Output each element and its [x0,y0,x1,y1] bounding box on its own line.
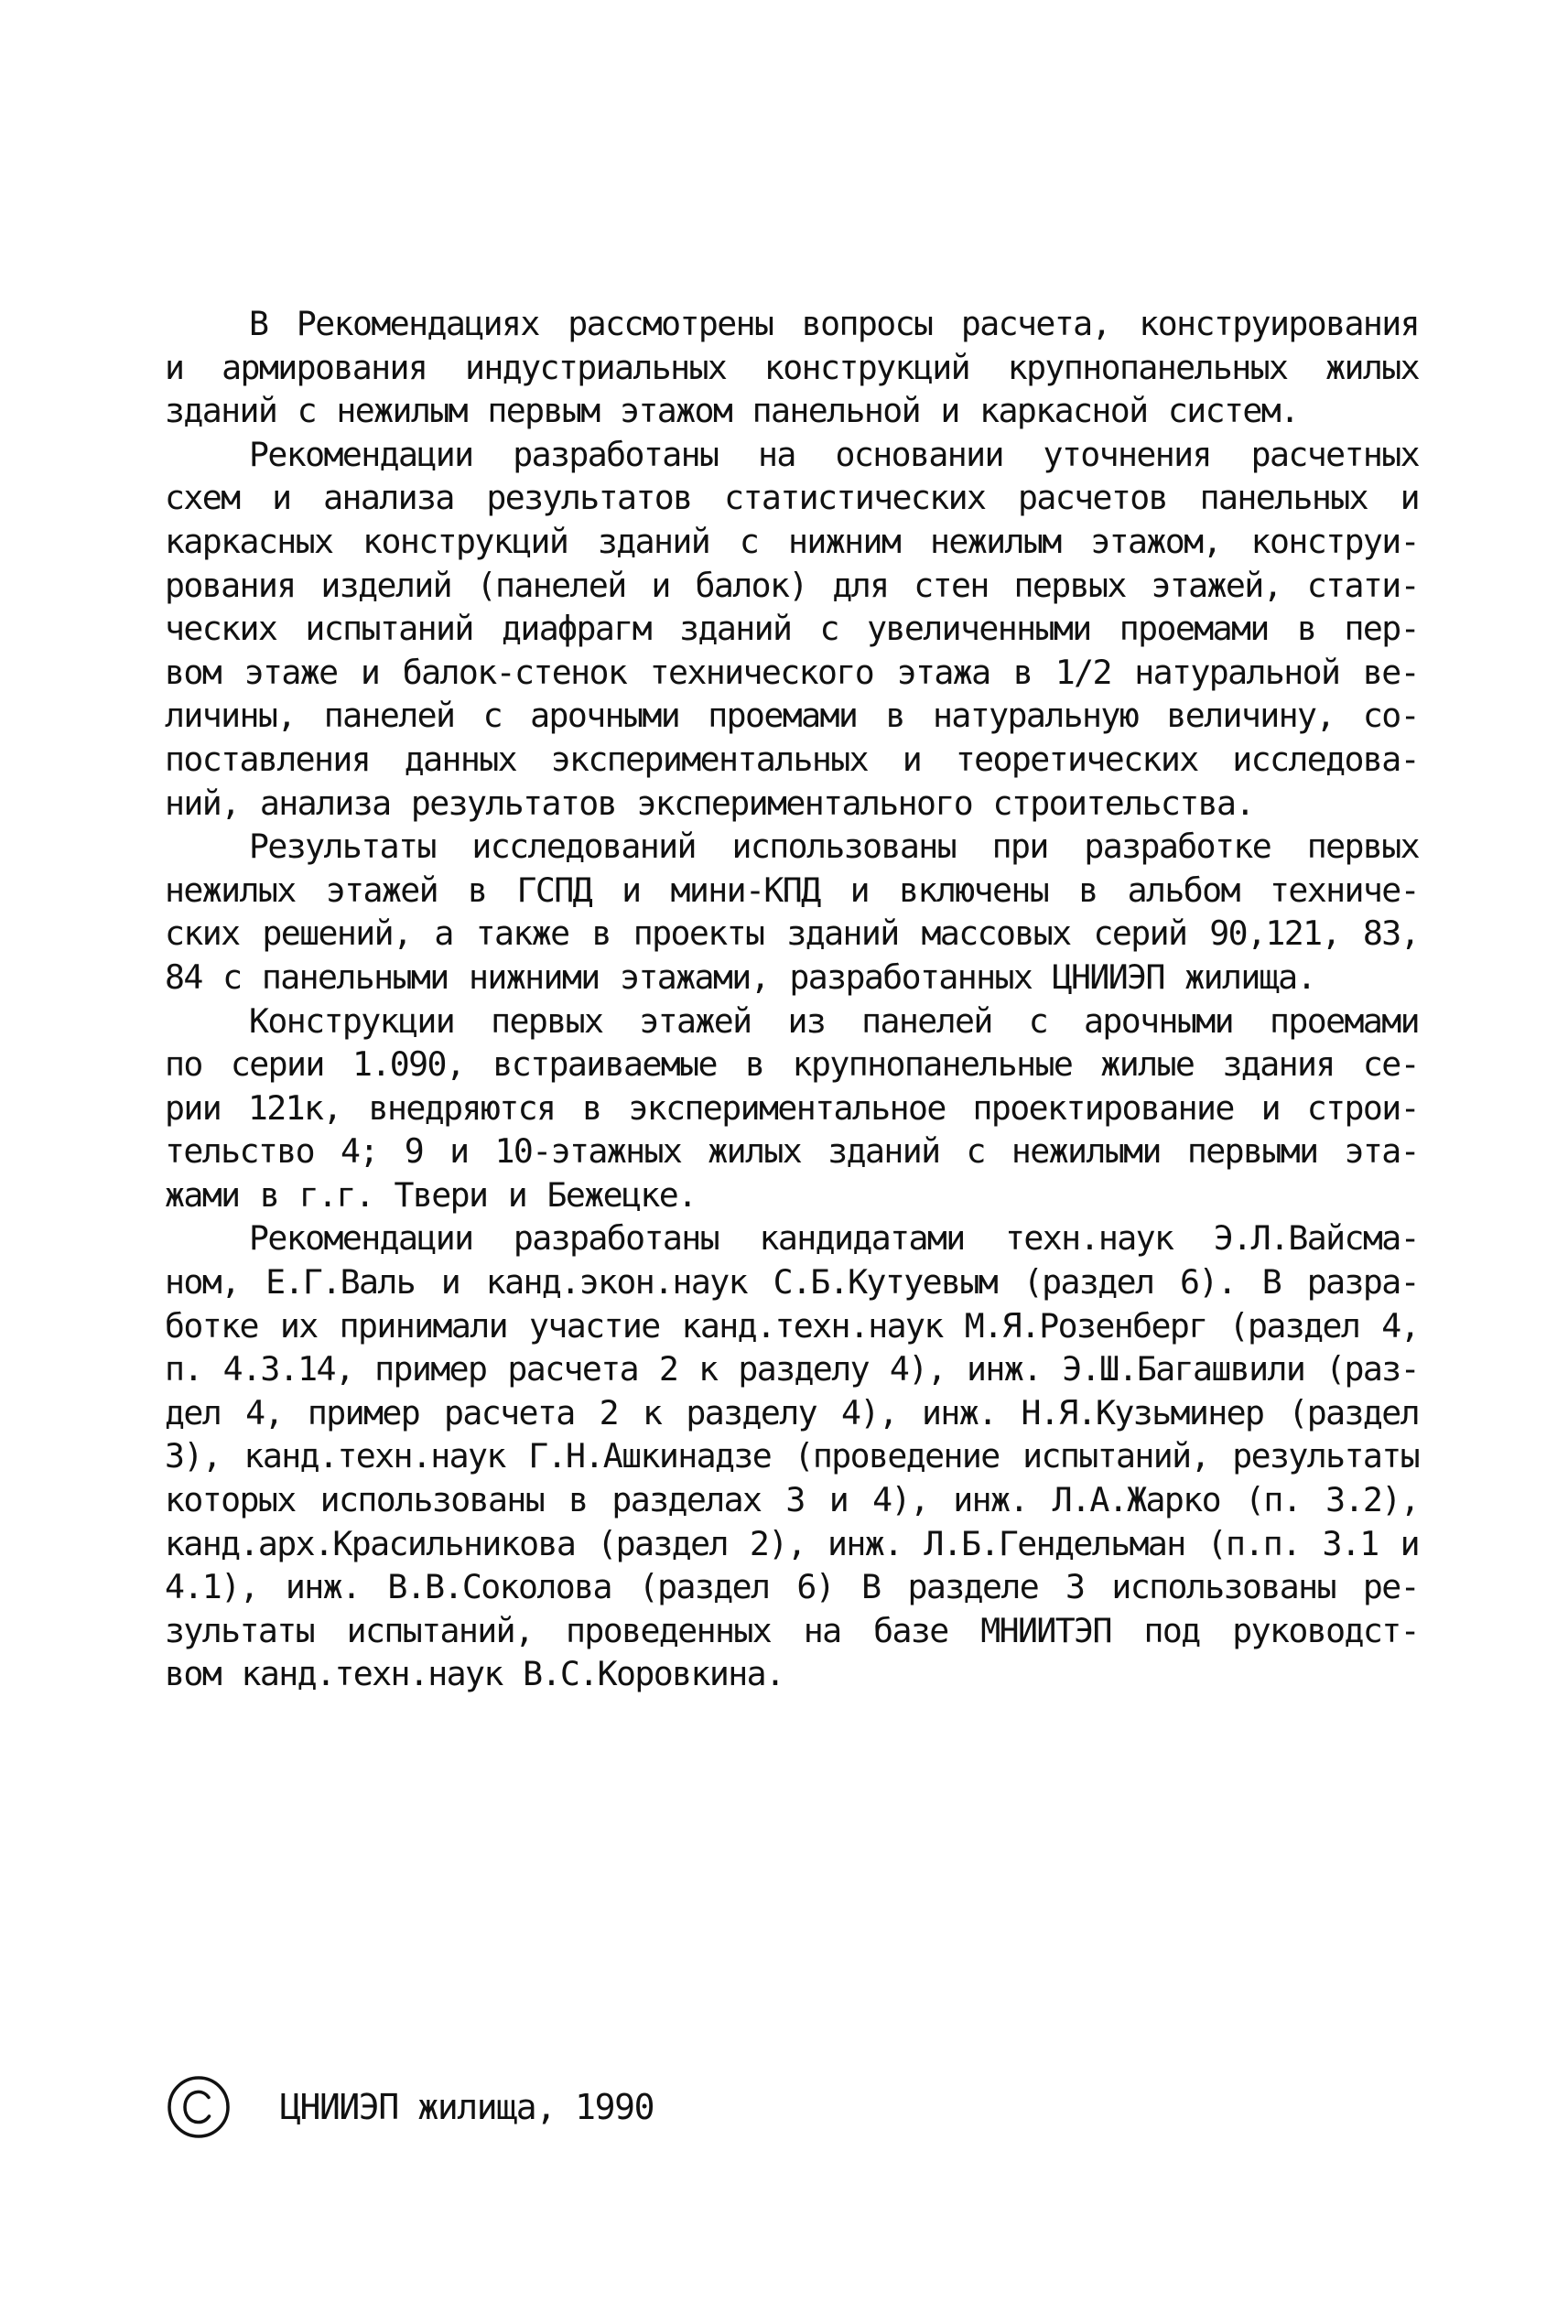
text-line: ний, анализа результатов экспериментального строительства. [165,783,1254,823]
text-line: зультаты испытаний, проведенных на базе МНИИТЭП под руководст- [165,1610,1419,1650]
text-line: 3), канд.техн.наук Г.Н.Ашкинадзе (проведение испытаний, результаты [165,1436,1419,1476]
text-line: ческих испытаний диафрагм зданий с увеличенными проемами в пер- [165,609,1419,649]
text-line: В Рекомендациях рассмотрены вопросы расчета, конструирования [249,304,1419,343]
annotation-text [165,302,1419,1696]
text-line: по серии 1.090, встраиваемые в крупнопанельные жилые здания се- [165,1044,1419,1085]
text-line: схем и анализа результатов статистических расчетов панельных и [165,478,1419,518]
text-line: жами в г.г. Твери и Бежецке. [165,1174,697,1215]
text-line: личины, панелей с арочными проемами в натуральную величину, со- [165,696,1419,736]
text-line: Рекомендации разработаны кандидатами техн.наук Э.Л.Вайсма- [249,1218,1419,1259]
text-line: поставления данных экспериментальных и теоретических исследова- [165,739,1419,779]
text-line: каркасных конструкций зданий с нижним нежилым этажом, конструи- [165,521,1419,561]
text-line: зданий с нежилым первым этажом панельной и каркасной систем. [165,391,1299,431]
copyright-text: ЦНИИЭП жилища, 1990 [280,2087,654,2127]
text-line: ботке их принимали участие канд.техн.наук М.Я.Розенберг (раздел 4, [165,1305,1419,1346]
text-line: Результаты исследований использованы при разработке первых [249,827,1419,867]
copyright-icon [167,2075,231,2139]
text-line: которых использованы в разделах 3 и 4), инж. Л.А.Жарко (п. 3.2), [165,1480,1419,1520]
text-line: Рекомендации разработаны на основании уточнения расчетных [249,434,1419,474]
text-line: 84 с панельными нижними этажами, разработанных ЦНИИЭП жилища. [165,957,1315,997]
text-line: ном, Е.Г.Валь и канд.экон.наук С.Б.Кутуевым (раздел 6). В разра- [165,1262,1419,1303]
text-line: тельство 4; 9 и 10-этажных жилых зданий с нежилыми первыми эта- [165,1131,1419,1172]
text-line: п. 4.3.14, пример расчета 2 к разделу 4), инж. Э.Ш.Багашвили (раз- [165,1349,1419,1389]
text-line: рии 121к, внедряются в экспериментальное проектирование и строи- [165,1087,1419,1128]
text-line: вом этаже и балок-стенок технического этажа в 1/2 натуральной ве- [165,652,1419,692]
text-line: дел 4, пример расчета 2 к разделу 4), инж. Н.Я.Кузьминер (раздел [165,1392,1419,1432]
text-line: вом канд.техн.наук В.С.Коровкина. [165,1654,784,1694]
text-line: канд.арх.Красильникова (раздел 2), инж. Л.Б.Гендельман (п.п. 3.1 и [165,1523,1419,1563]
text-line: рования изделий (панелей и балок) для стен первых этажей, стати- [165,565,1419,605]
text-line: ских решений, а также в проекты зданий массовых серий 90,121, 83, [165,913,1419,954]
text-line: нежилых этажей в ГСПД и мини-КПД и включены в альбом техниче- [165,870,1419,910]
text-line: Конструкции первых этажей из панелей с арочными проемами [249,1000,1419,1041]
text-line: 4.1), инж. В.В.Соколова (раздел 6) В разделе 3 использованы ре- [165,1567,1419,1607]
copyright-line [167,2070,654,2144]
text-line: и армирования индустриальных конструкций крупнопанельных жилых [165,347,1419,387]
